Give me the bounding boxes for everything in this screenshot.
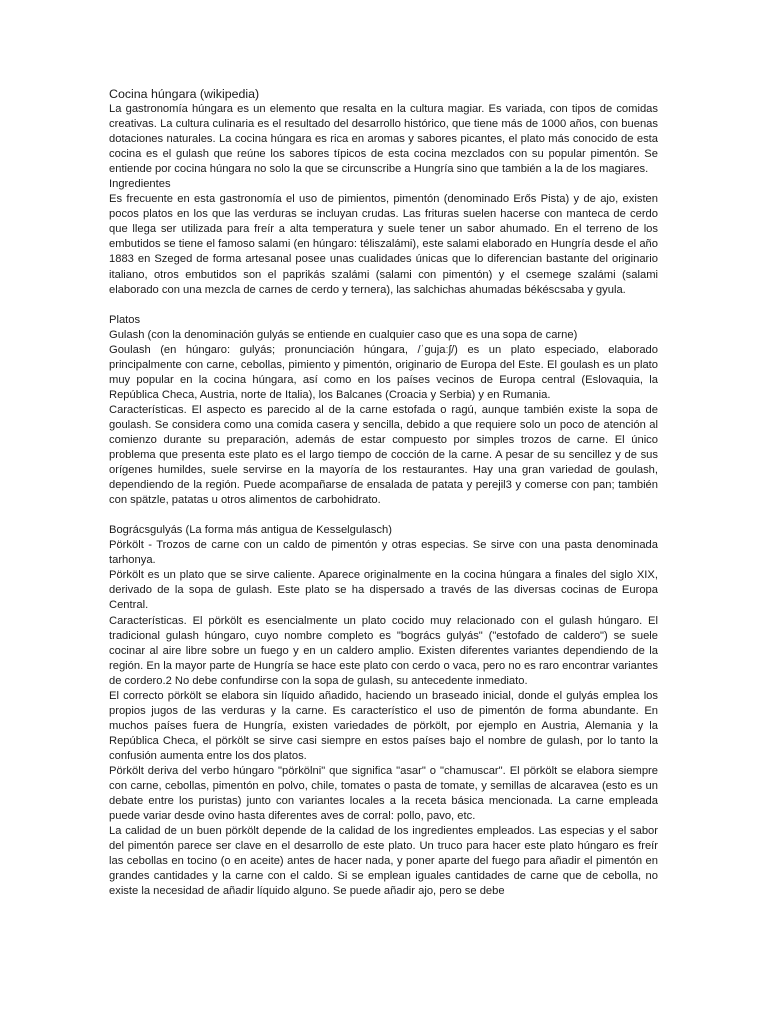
gulash-heading: Gulash (con la denominación gulyás se entiende en cualquier caso que es una sopa de carne) [109, 328, 578, 341]
blank-line [109, 298, 658, 313]
porkolt-intro-paragraph: Pörkölt - Trozos de carne con un caldo de pimentón y otras especias. Se sirve con una pasta denominada tarhonya. [109, 539, 658, 567]
porkolt-characteristics-paragraph: Características. El pörkölt es esencialmente un plato cocido muy relacionado con el gulash húngaro. El tradicional gulash húngaro, cuyo nombre completo es "bogrács gulyás" ("estofado de caldero") se suele cocinar al aire libre sobre un fuego y en un caldero amplio. Existen diferentes variantes dependiendo de la región. En la mayor parte de Hungría se hace este plato con cerdo o vaca, pero no es raro encontrar variantes de cordero.2 No debe confundirse con la sopa de gulash, su antecedente inmediato. [109, 614, 658, 687]
section-heading-platos: Platos [109, 313, 141, 326]
blank-line [109, 508, 658, 523]
porkolt-etymology-paragraph: Pörkölt deriva del verbo húngaro "pörkölni" que significa "asar" o "chamuscar". El pörkölt se elabora siempre con carne, cebollas, pimentón en polvo, chile, tomates o pasta de tomate, y semillas de alcaravea (esto es un debate entre los puristas) junto con variantes locales a la receta básica mencionada. La carne empleada puede variar desde ovino hasta diferentes aves de corral: pollo, pavo, etc. [109, 764, 658, 823]
bogracsgulyas-heading: Bográcsgulyás (La forma más antigua de Kesselgulasch) [109, 524, 392, 537]
goulash-characteristics-paragraph: Características. El aspecto es parecido al de la carne estofada o ragú, aunque también existe la sopa de goulash. Se considera como una comida casera y sencilla, debido a que requiere solo un poco de atención al comienzo durante su preparación, además de estar compuesto por simples trozos de carne. El único problema que presenta este plato es el largo tiempo de cocción de la carne. A pesar de su sencillez y de sus orígenes humildes, suele servirse en la mayoría de los restaurantes. Hay una gran variedad de goulash, dependiendo de la región. Puede acompañarse de ensalada de patata y perejil3 y comerse con pan; también con spätzle, patatas u otros alimentos de carbohidrato. [109, 403, 658, 507]
intro-paragraph: La gastronomía húngara es un elemento que resalta en la cultura magiar. Es variada, con tipos de comidas creativas. La cultura culinaria es el resultado del desarrollo histórico, que tiene más de 1000 años, con buenas dotaciones naturales. La cocina húngara es rica en aromas y sabores picantes, el plato más conocido de esta cocina es el gulash que reúne los sabores típicos de esta cocina mezclados con su popular pimentón. Se entiende por cocina húngara no solo la que se circunscribe a Hungría sino que también a la de los magiares. [109, 103, 658, 176]
document-body [109, 86, 658, 899]
document-title: Cocina húngara (wikipedia) [109, 87, 260, 101]
goulash-paragraph: Goulash (en húngaro: gulyás; pronunciación húngara, /ˈɡujaːʃ/) es un plato especiado, elaborado principalmente con carne, cebollas, pimiento y pimentón, originario de Europa del Este. El goulash es un plato muy popular en la cocina húngara, así como en los países vecinos de Europa central (Eslovaquia, la República Checa, Austria, norte de Italia), los Balcanes (Croacia y Serbia) y en Rumania. [109, 343, 658, 401]
porkolt-origin-paragraph: Pörkölt es un plato que se sirve caliente. Aparece originalmente en la cocina húngara a finales del siglo XIX, derivado de la sopa de gulash. Este plato se ha dispersado a través de las diversas cocinas de Europa Central. [109, 569, 658, 612]
section-heading-ingredientes: Ingredientes [109, 178, 171, 191]
porkolt-preparation-paragraph: El correcto pörkölt se elabora sin líquido añadido, haciendo un braseado inicial, donde el gulyás emplea los propios jugos de las verduras y la carne. Es característico el uso de pimentón de forma abundante. En muchos países fuera de Hungría, existen variedades de pörkölt, por ejemplo en Austria, Alemania y la República Checa, el pörkölt se sirve casi siempre en estos países bajo el nombre de gulash, por lo tanto la confusión aumenta entre los dos platos. [109, 689, 658, 762]
porkolt-quality-paragraph: La calidad de un buen pörkölt depende de la calidad de los ingredientes empleados. Las especias y el sabor del pimentón parece ser clave en el desarrollo de este plato. Un truco para hacer este plato húngaro es freír las cebollas en tocino (o en aceite) antes de hacer nada, y poner aparte del fuego para añadir el pimentón en grandes cantidades y la carne con el caldo. Si se emplean iguales cantidades de carne que de cebolla, no existe la necesidad de añadir líquido alguno. Se puede añadir ajo, pero se debe [109, 825, 658, 898]
ingredients-paragraph: Es frecuente en esta gastronomía el uso de pimientos, pimentón (denominado Erős Pista) y de ajo, existen pocos platos en los que las verduras se incluyan crudas. Las frituras suelen hacerse con manteca de cerdo que llega ser utilizada para freír a alta temperatura y suele tener un sabor ahumado. En el terreno de los embutidos se tiene el famoso salami (en húngaro: téliszalámi), este salami elaborado en Hungría desde el año 1883 en Szeged de forma artesanal posee unas cualidades únicas que lo diferencian bastante del originario italiano, otros embutidos son el paprikás szalámi (salami con pimentón) y el csemege szalámi (salami elaborado con una mezcla de carnes de cerdo y ternera), las salchichas ahumadas békéscsaba y gyula. [109, 193, 658, 296]
